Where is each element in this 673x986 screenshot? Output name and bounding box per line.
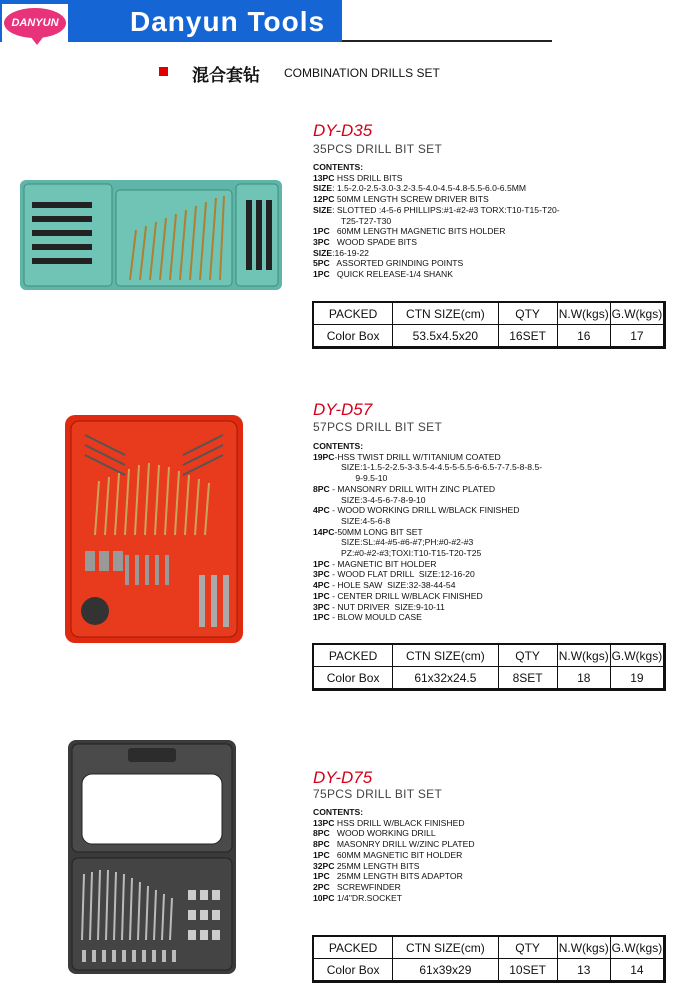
content-line-prefix: SIZE: [313, 204, 333, 215]
content-line: [313, 226, 673, 237]
content-line-prefix: 8PC: [313, 839, 330, 850]
section-bullet: [159, 67, 168, 76]
content-line: [313, 516, 673, 527]
content-line-text: SIZE:4-5-6-8: [341, 515, 391, 526]
content-line-text: WOOD WORKING DRILL: [329, 828, 436, 839]
teal-case-drawing: [20, 180, 282, 290]
content-line: [313, 205, 673, 216]
value-ctn-size: 61x32x24.5: [393, 667, 498, 690]
content-line-prefix: 13PC: [313, 172, 335, 183]
header-packed: PACKED: [313, 302, 393, 325]
content-line-text: PZ:#0-#2-#3;TOXI:T10-T15-T20-T25: [341, 548, 482, 559]
content-line-prefix: 4PC: [313, 505, 330, 516]
content-line: [313, 591, 673, 602]
content-line-text: WOOD SPADE BITS: [329, 236, 417, 247]
content-line-text: - WOOD WORKING DRILL W/BLACK FINISHED: [329, 505, 520, 516]
content-line: [313, 473, 673, 484]
content-line: [313, 269, 673, 280]
product-image-dy-d75: [68, 740, 236, 974]
content-line: [313, 828, 673, 839]
value-ctn-size: 61x39x29: [393, 959, 498, 982]
product-model: DY-D35: [313, 121, 373, 140]
header-nw: N.W(kgs): [557, 936, 610, 959]
header-gw: G.W(kgs): [610, 644, 664, 667]
product-subtitle: 35PCS DRILL BIT SET: [313, 142, 443, 156]
value-packed: Color Box: [313, 667, 393, 690]
value-packed: Color Box: [313, 959, 393, 982]
contents-label: CONTENTS:: [313, 807, 364, 817]
content-line-prefix: 1PC: [313, 226, 330, 237]
content-line-prefix: 19PC: [313, 451, 335, 462]
content-line: [313, 882, 673, 893]
content-line: [313, 462, 673, 473]
value-gw: 17: [610, 325, 664, 348]
content-line-text: SCREWFINDER: [329, 881, 401, 892]
content-line-text: - CENTER DRILL W/BLACK FINISHED: [329, 590, 483, 601]
content-line-text: SIZE:1-1.5-2-2.5-3-3.5-4-4.5-5-5.5-6-6.5-7-7.5-8-8.5-: [341, 462, 543, 473]
value-nw: 16: [557, 325, 610, 348]
content-line-text: ASSORTED GRINDING POINTS: [329, 258, 464, 269]
content-line: [313, 893, 673, 904]
content-line-prefix: 13PC: [313, 817, 335, 828]
spec-table: [312, 301, 666, 349]
header-ctn-size: CTN SIZE(cm): [393, 936, 498, 959]
content-line-prefix: 3PC: [313, 601, 330, 612]
header-nw: N.W(kgs): [557, 644, 610, 667]
content-line-text: 25MM LENGTH BITS: [334, 860, 420, 871]
contents-lines: [313, 452, 673, 623]
content-line-prefix: 1PC: [313, 558, 330, 569]
header-gw: G.W(kgs): [610, 302, 664, 325]
content-line-text: HSS DRILL W/BLACK FINISHED: [334, 817, 465, 828]
product-contents: [313, 162, 673, 280]
content-line-text: - MANSONRY DRILL WITH ZINC PLATED: [329, 483, 496, 494]
value-gw: 14: [610, 959, 664, 982]
content-line: [313, 194, 673, 205]
logo-pointer: [30, 36, 44, 45]
header-qty: QTY: [498, 644, 557, 667]
spec-value-row: [313, 325, 665, 348]
contents-lines: [313, 173, 673, 280]
value-ctn-size: 53.5x4.5x20: [393, 325, 498, 348]
content-line-text: 25MM LENGTH BITS ADAPTOR: [329, 871, 463, 882]
product-image-dy-d35: [20, 180, 282, 290]
header-packed: PACKED: [313, 644, 393, 667]
spec-table: [312, 643, 666, 691]
danyun-logo: [4, 8, 66, 38]
content-line-text: 60MM MAGNETIC BIT HOLDER: [329, 849, 463, 860]
product-contents: [313, 441, 673, 623]
content-line: [313, 452, 673, 463]
content-line-text: : SLOTTED :4-5-6 PHILLIPS:#1-#2-#3 TORX:T10-T15-T20-: [332, 204, 560, 215]
content-line: [313, 559, 673, 570]
content-line-prefix: 1PC: [313, 849, 330, 860]
content-line-text: 60MM LENGTH MAGNETIC BITS HOLDER: [329, 226, 506, 237]
spec-header-row: [313, 936, 665, 959]
contents-label: CONTENTS:: [313, 162, 364, 172]
value-qty: 16SET: [498, 325, 557, 348]
header-ctn-size: CTN SIZE(cm): [393, 644, 498, 667]
content-line: [313, 258, 673, 269]
content-line: [313, 580, 673, 591]
content-line-prefix: 10PC: [313, 892, 335, 903]
section-title-cn: 混合套钻: [192, 66, 260, 85]
header-qty: QTY: [498, 302, 557, 325]
content-line: [313, 612, 673, 623]
content-line-prefix: 8PC: [313, 483, 330, 494]
content-line: [313, 850, 673, 861]
spec-value-row: [313, 667, 665, 690]
content-line-prefix: 5PC: [313, 258, 330, 269]
header-gw: G.W(kgs): [610, 936, 664, 959]
content-line: [313, 216, 673, 227]
content-line-text: 1/4"DR.SOCKET: [334, 892, 403, 903]
content-line: [313, 237, 673, 248]
content-line-prefix: 2PC: [313, 881, 330, 892]
brand-title: Danyun Tools: [130, 6, 326, 37]
logo-text: DANYUN: [11, 17, 59, 29]
content-line: [313, 527, 673, 538]
content-line-text: - HOLE SAW SIZE:32-38-44-54: [329, 580, 456, 591]
content-line-text: T25-T27-T30: [341, 215, 392, 226]
content-line: [313, 861, 673, 872]
content-line-text: MASONRY DRILL W/ZINC PLATED: [329, 839, 475, 850]
content-line-prefix: SIZE: [313, 183, 333, 194]
content-line: [313, 537, 673, 548]
content-line-text: QUICK RELEASE-1/4 SHANK: [329, 269, 453, 280]
value-nw: 13: [557, 959, 610, 982]
content-line-prefix: 1PC: [313, 612, 330, 623]
content-line-prefix: 1PC: [313, 590, 330, 601]
spec-value-row: [313, 959, 665, 982]
product-contents: [313, 807, 673, 903]
value-nw: 18: [557, 667, 610, 690]
content-line: [313, 839, 673, 850]
content-line-text: 50MM LENGTH SCREW DRIVER BITS: [334, 194, 489, 205]
content-line-text: SIZE:3-4-5-6-7-8-9-10: [341, 494, 426, 505]
header-packed: PACKED: [313, 936, 393, 959]
content-line-text: -HSS TWIST DRILL W/TITANIUM COATED: [334, 451, 501, 462]
value-qty: 10SET: [498, 959, 557, 982]
spec-header-row: [313, 644, 665, 667]
content-line: [313, 173, 673, 184]
header-rule: [342, 40, 552, 42]
content-line-prefix: 14PC: [313, 526, 335, 537]
header-ctn-size: CTN SIZE(cm): [393, 302, 498, 325]
product-image-dy-d57: [65, 415, 243, 643]
product-subtitle: 57PCS DRILL BIT SET: [313, 420, 443, 434]
content-line-prefix: 3PC: [313, 569, 330, 580]
red-case-drawing: [65, 415, 243, 643]
content-line-prefix: 4PC: [313, 580, 330, 591]
content-line-text: - WOOD FLAT DRILL SIZE:12-16-20: [329, 569, 475, 580]
content-line-prefix: 12PC: [313, 194, 335, 205]
content-line: [313, 183, 673, 194]
content-line-prefix: 1PC: [313, 871, 330, 882]
header-qty: QTY: [498, 936, 557, 959]
value-packed: Color Box: [313, 325, 393, 348]
value-gw: 19: [610, 667, 664, 690]
content-line: [313, 505, 673, 516]
contents-lines: [313, 818, 673, 904]
content-line: [313, 602, 673, 613]
content-line-text: - BLOW MOULD CASE: [329, 612, 422, 623]
section-title-en: COMBINATION DRILLS SET: [284, 66, 440, 80]
content-line: [313, 548, 673, 559]
product-model: DY-D75: [313, 768, 373, 787]
value-qty: 8SET: [498, 667, 557, 690]
content-line-text: -50MM LONG BIT SET: [334, 526, 423, 537]
content-line-text: : 1.5-2.0-2.5-3.0-3.2-3.5-4.0-4.5-4.8-5.5-6.0-6.5MM: [332, 183, 527, 194]
spec-header-row: [313, 302, 665, 325]
content-line-text: :16-19-22: [332, 247, 369, 258]
content-line: [313, 484, 673, 495]
header-nw: N.W(kgs): [557, 302, 610, 325]
content-line: [313, 871, 673, 882]
content-line-text: HSS DRILL BITS: [334, 172, 403, 183]
content-line: [313, 495, 673, 506]
content-line-prefix: 8PC: [313, 828, 330, 839]
content-line-text: 9-9.5-10: [341, 473, 388, 484]
content-line: [313, 818, 673, 829]
contents-label: CONTENTS:: [313, 441, 364, 451]
content-line-prefix: SIZE: [313, 247, 333, 258]
spec-table: [312, 935, 666, 983]
content-line-text: - NUT DRIVER SIZE:9-10-11: [329, 601, 445, 612]
content-line-prefix: 32PC: [313, 860, 335, 871]
content-line-prefix: 3PC: [313, 236, 330, 247]
content-line-text: SIZE:SL:#4-#5-#6-#7;PH:#0-#2-#3: [341, 537, 474, 548]
content-line-prefix: 1PC: [313, 269, 330, 280]
content-line: [313, 248, 673, 259]
black-case-drawing: [68, 740, 236, 974]
content-line-text: - MAGNETIC BIT HOLDER: [329, 558, 437, 569]
content-line: [313, 569, 673, 580]
product-model: DY-D57: [313, 400, 373, 419]
product-subtitle: 75PCS DRILL BIT SET: [313, 787, 443, 801]
